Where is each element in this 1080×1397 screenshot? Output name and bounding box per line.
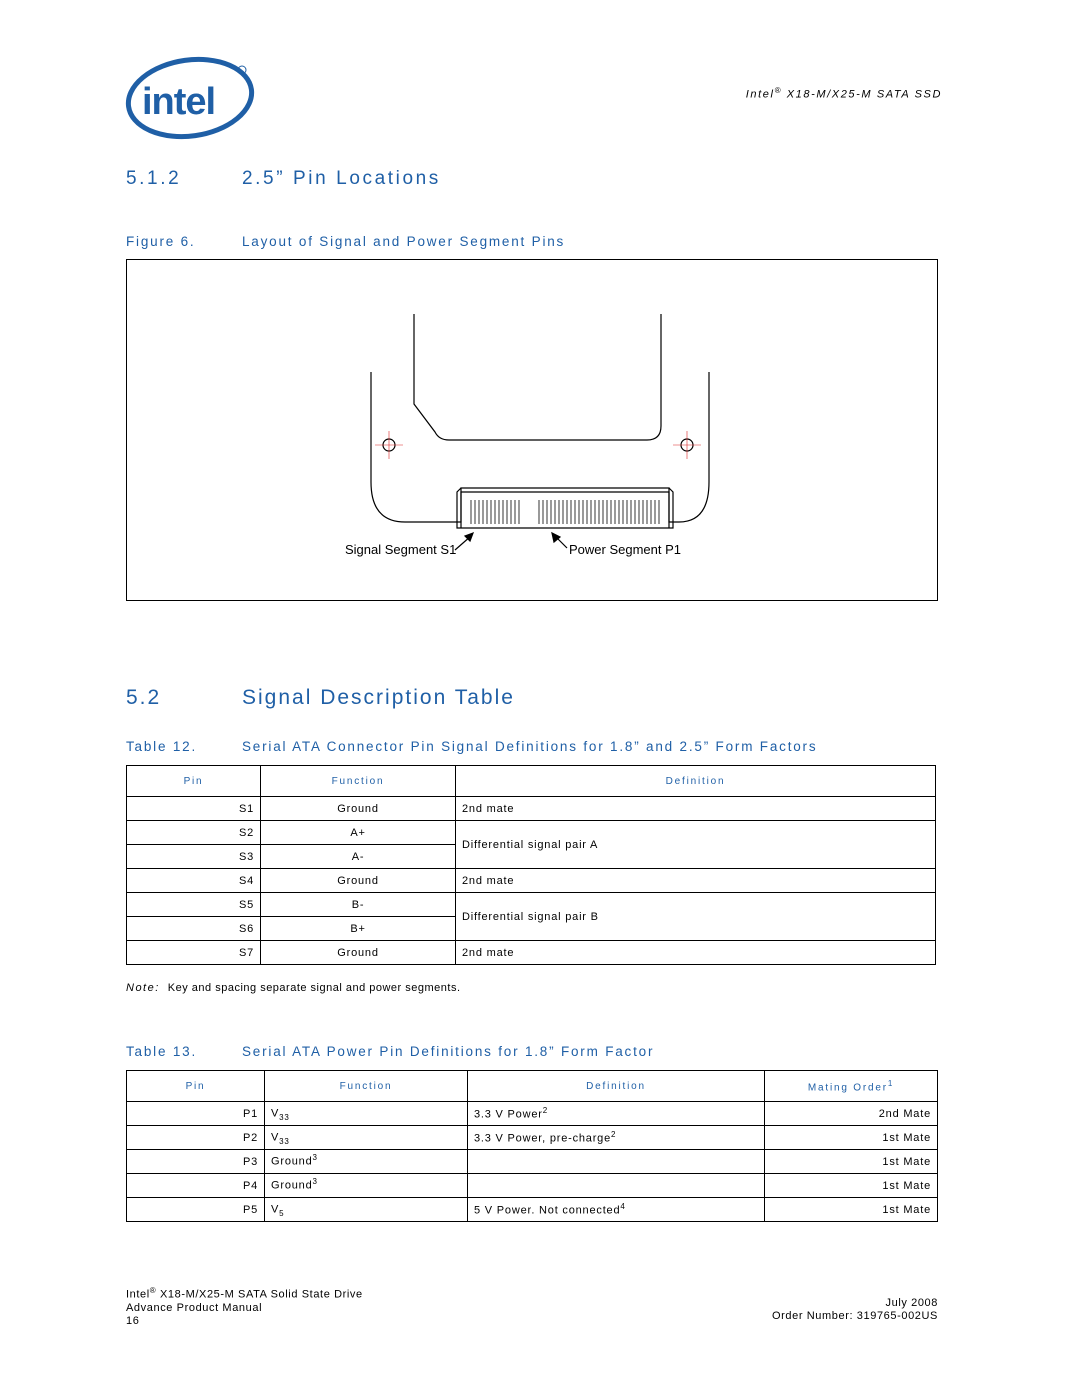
function-text: V <box>271 1107 280 1120</box>
table13-title: Serial ATA Power Pin Definitions for 1.8” Form Factor <box>242 1044 655 1059</box>
function-cell <box>265 1198 468 1222</box>
table-row <box>127 1150 938 1174</box>
table-13 <box>126 1070 938 1222</box>
col-header-function: Function <box>265 1071 468 1102</box>
definition-cell <box>468 1150 765 1174</box>
definition-cell <box>468 1174 765 1198</box>
definition-cell <box>468 1126 765 1150</box>
function-cell: Ground <box>261 869 456 893</box>
footer-right <box>640 1297 938 1323</box>
definition-text: 3.3 V Power <box>474 1108 543 1121</box>
mating-cell: 1st Mate <box>765 1174 938 1198</box>
footer-page-number: 16 <box>126 1314 140 1327</box>
note-text: Key and spacing separate signal and power segments. <box>167 982 461 994</box>
definition-footnote: 2 <box>542 1106 548 1116</box>
header-reg: ® <box>774 86 783 95</box>
definition-cell: Differential signal pair A <box>456 821 936 869</box>
section-heading-5-1-2 <box>126 168 441 190</box>
figure-title: Layout of Signal and Power Segment Pins <box>242 234 566 249</box>
power-segment-label: Power Segment P1 <box>569 542 682 557</box>
section-number: 5.1.2 <box>126 168 182 189</box>
function-text: Ground <box>271 1179 313 1192</box>
header-product: X18-M/X25-M SATA SSD <box>786 88 942 101</box>
table-row <box>127 1102 938 1126</box>
note-label: Note: <box>126 982 160 994</box>
mating-cell: 1st Mate <box>765 1150 938 1174</box>
definition-cell: 2nd mate <box>456 797 936 821</box>
footer-brand: Intel <box>126 1288 150 1301</box>
pin-cell: S1 <box>127 797 261 821</box>
footer-title: X18-M/X25-M SATA Solid State Drive <box>159 1288 363 1301</box>
pin-cell: P5 <box>127 1198 265 1222</box>
pin-cell: P3 <box>127 1150 265 1174</box>
footer-reg: ® <box>149 1286 157 1295</box>
table-row <box>127 821 936 845</box>
col-header-pin: Pin <box>127 1071 265 1102</box>
definition-cell: 2nd mate <box>456 941 936 965</box>
mating-order-footnote: 1 <box>887 1078 895 1088</box>
definition-footnote: 2 <box>611 1130 617 1140</box>
table-row <box>127 941 936 965</box>
logo-text: intel <box>142 81 216 123</box>
definition-cell <box>468 1102 765 1126</box>
footer-manual: Advance Product Manual <box>126 1301 263 1314</box>
table-row <box>127 893 936 917</box>
mating-cell: 2nd Mate <box>765 1102 938 1126</box>
definition-text: 5 V Power. Not connected <box>474 1204 621 1217</box>
footer-title-line <box>126 1284 363 1302</box>
pin-cell: P1 <box>127 1102 265 1126</box>
table12-title: Serial ATA Connector Pin Signal Definitions for 1.8” and 2.5” Form Factors <box>242 739 818 754</box>
function-subscript: 5 <box>279 1208 285 1218</box>
table-row <box>127 797 936 821</box>
pin-cell: P4 <box>127 1174 265 1198</box>
col-header-definition: Definition <box>456 766 936 797</box>
table-row <box>127 1126 938 1150</box>
table-row <box>127 1198 938 1222</box>
col-header-definition: Definition <box>468 1071 765 1102</box>
definition-cell: 2nd mate <box>456 869 936 893</box>
pin-cell: S4 <box>127 869 261 893</box>
table12-note <box>126 982 461 994</box>
section-title: 2.5” Pin Locations <box>242 168 441 189</box>
table-row <box>127 1174 938 1198</box>
mating-cell: 1st Mate <box>765 1126 938 1150</box>
table12-label: Table 12. <box>126 739 197 754</box>
function-footnote: 3 <box>312 1153 318 1163</box>
definition-cell <box>468 1198 765 1222</box>
section-title: Signal Description Table <box>242 686 515 709</box>
header-brand: Intel <box>745 88 775 101</box>
function-cell: A- <box>261 845 456 869</box>
definition-footnote: 4 <box>620 1202 626 1212</box>
pin-cell: S6 <box>127 917 261 941</box>
col-header-pin: Pin <box>127 766 261 797</box>
col-header-mating-order <box>765 1071 938 1102</box>
figure-label: Figure 6. <box>126 234 196 249</box>
footer-order-number: Order Number: 319765-002US <box>771 1310 938 1322</box>
figure-caption <box>126 234 565 249</box>
function-cell <box>265 1150 468 1174</box>
connector-drawing <box>127 260 937 600</box>
mating-order-text: Mating Order <box>807 1082 888 1094</box>
table-header-row <box>127 1071 938 1102</box>
pin-cell: P2 <box>127 1126 265 1150</box>
table-header-row <box>127 766 936 797</box>
function-text: V <box>271 1203 280 1216</box>
function-cell: Ground <box>261 941 456 965</box>
running-header <box>660 86 942 101</box>
table12-caption <box>126 739 817 754</box>
table-row <box>127 869 936 893</box>
col-header-function: Function <box>261 766 456 797</box>
function-text: Ground <box>271 1155 313 1168</box>
pin-cell: S3 <box>127 845 261 869</box>
function-footnote: 3 <box>312 1177 318 1187</box>
section-heading-5-2 <box>126 686 515 710</box>
function-subscript: 33 <box>279 1112 290 1122</box>
function-cell <box>265 1174 468 1198</box>
function-cell: B- <box>261 893 456 917</box>
table-12 <box>126 765 936 965</box>
function-cell: A+ <box>261 821 456 845</box>
table13-label: Table 13. <box>126 1044 197 1059</box>
table13-caption <box>126 1044 654 1059</box>
footer-date: July 2008 <box>885 1297 938 1309</box>
intel-logo <box>124 52 258 142</box>
mating-cell: 1st Mate <box>765 1198 938 1222</box>
figure-box <box>126 259 938 601</box>
definition-text: 3.3 V Power, pre-charge <box>474 1132 612 1145</box>
section-number: 5.2 <box>126 686 162 709</box>
pin-cell: S7 <box>127 941 261 965</box>
function-cell: Ground <box>261 797 456 821</box>
pin-cell: S5 <box>127 893 261 917</box>
function-cell <box>265 1102 468 1126</box>
pin-cell: S2 <box>127 821 261 845</box>
function-cell <box>265 1126 468 1150</box>
definition-cell: Differential signal pair B <box>456 893 936 941</box>
function-text: V <box>271 1131 280 1144</box>
signal-segment-label: Signal Segment S1 <box>345 542 457 557</box>
function-cell: B+ <box>261 917 456 941</box>
footer-left <box>126 1284 363 1328</box>
function-subscript: 33 <box>279 1136 290 1146</box>
